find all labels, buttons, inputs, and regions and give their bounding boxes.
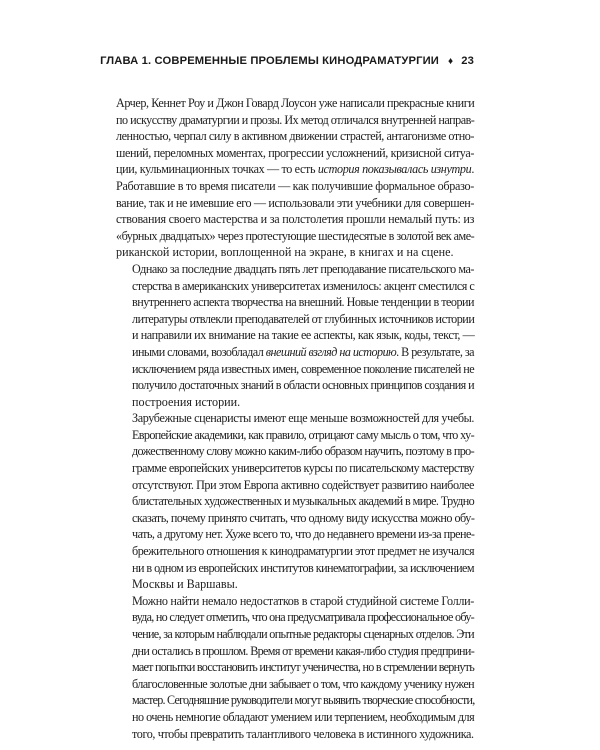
text-run: дни остались в прошлом. Время от времени какая-либо студия предприни- — [132, 643, 475, 658]
paragraph — [116, 95, 474, 261]
text-line — [116, 726, 474, 743]
paragraph — [116, 593, 474, 742]
text-run: ции, кульминационных точках — то есть — [116, 162, 318, 177]
text-run: шений, переломных моментах, прогрессии усложнений, кризисной ситуа- — [116, 145, 474, 160]
text-run: получило достаточных знаний в области основных принципов создания и — [132, 378, 474, 393]
text-line — [116, 294, 474, 311]
text-run: брежительного отношения к кинодраматургии этот предмет не изучался — [132, 544, 475, 559]
text-line — [116, 560, 474, 577]
text-line — [116, 427, 474, 444]
text-line — [116, 692, 474, 709]
text-line — [116, 195, 474, 212]
text-run: . В результате, за — [396, 344, 475, 359]
chapter-title: ГЛАВА 1. СОВРЕМЕННЫЕ ПРОБЛЕМЫ КИНОДРАМАТУРГИИ — [100, 55, 439, 67]
text-line — [116, 576, 474, 593]
text-line — [116, 626, 474, 643]
text-line — [116, 676, 474, 693]
page-number: 23 — [461, 55, 474, 67]
text-line — [116, 460, 474, 477]
text-line — [116, 659, 474, 676]
text-run: но очень немногие обладают умением или терпением, необходимым для — [132, 709, 475, 724]
text-run: чение, за которым наблюдали опытные редакторы сценарных отделов. Эти — [132, 627, 474, 641]
text-line — [116, 278, 474, 295]
text-run: внутреннего аспекта творчества на внешний. Новые тенденции в теории — [132, 295, 474, 310]
text-run: ствования своего мастерства и за полстолетия прошли немалый путь: из — [116, 212, 475, 227]
text-run: вуда, но следует отметить, что она предусматривала профессиональное обу- — [132, 610, 474, 625]
italic-phrase: история показывалась изнутри — [317, 162, 472, 177]
paragraph — [116, 410, 474, 593]
text-run: Арчер, Кеннет Роу и Джон Говард Лоусон уже написали прекрасные книги — [116, 96, 475, 110]
text-line — [116, 361, 474, 378]
text-run: построения истории. — [132, 394, 241, 409]
text-run: ленностью, черпал силу в активном движении страстей, антагонизме отно- — [116, 129, 474, 144]
text-line — [116, 394, 474, 411]
text-line — [116, 261, 474, 278]
text-run: дожественному слову можно каким-либо образом научить, поэтому в про- — [132, 444, 474, 459]
text-run: отсутствуют. При этом Европа активно содействует развитию наиболее — [132, 477, 474, 492]
text-line — [116, 327, 474, 344]
text-run: мастер. Сегодняшние руководители могут выявить творческие способности, — [132, 693, 475, 708]
text-line — [116, 178, 474, 195]
text-run: того, чтобы превратить талантливого человека в истинного художника. — [132, 726, 474, 741]
text-line — [116, 593, 474, 610]
text-run: Москвы и Варшавы. — [132, 577, 238, 592]
text-line — [116, 112, 474, 129]
text-run: риканской истории, воплощенной на экране, в книгах и на сцене. — [116, 245, 454, 260]
text-run: и направили их внимание на такие ее аспекты, как язык, коды, текст, — — [132, 328, 475, 343]
text-line — [116, 244, 474, 261]
text-line — [116, 211, 474, 228]
text-run: чать, а другому нет. Хуже всего то, что до недавнего времени из-за прене- — [132, 527, 475, 542]
text-run: Работавшие в то время писатели — как получившие формальное образо- — [116, 178, 475, 193]
text-line — [116, 609, 474, 626]
text-run: вание, так и не имевшие его — использовали эти учебники для совершен- — [116, 195, 474, 210]
text-run: «бурных двадцатых» через протестующие шестидесятые в золотой век аме- — [116, 228, 475, 243]
text-run: Можно найти немало недостатков в старой студийной системе Голли- — [132, 593, 474, 608]
text-run: ни в одном из европейских институтов кинематографии, за исключением — [132, 560, 474, 575]
text-line — [116, 344, 474, 361]
text-line — [116, 128, 474, 145]
paragraph — [116, 261, 474, 410]
text-line — [116, 510, 474, 527]
text-line — [116, 145, 474, 162]
text-run: литературы отвлекли преподавателей от глубинных источников истории — [132, 311, 475, 326]
text-line — [116, 95, 474, 112]
text-run: исключением ряда известных имен, современное поколение писателей не — [132, 361, 474, 376]
text-line — [116, 643, 474, 660]
separator-diamond: ♦ — [447, 56, 454, 67]
text-run: грамме европейских университетов курсы по писательскому мастерству — [132, 461, 474, 476]
text-line — [116, 543, 474, 560]
italic-phrase: внешний взгляд на историю — [265, 344, 397, 359]
text-line — [116, 311, 474, 328]
text-line — [116, 410, 474, 427]
text-run: Однако за последние двадцать пять лет преподавание писательского ма- — [132, 261, 474, 276]
text-run: . — [471, 162, 475, 177]
text-line — [116, 477, 474, 494]
text-line — [116, 377, 474, 394]
text-line — [116, 228, 474, 245]
text-line — [116, 526, 474, 543]
text-line — [116, 161, 474, 178]
text-run: блистательных художественных и музыкальных академий в мире. Трудно — [132, 494, 475, 509]
text-run: благословенные золотые дни забывает о том, что каждому ученику нужен — [132, 676, 474, 691]
running-header — [100, 55, 474, 67]
text-line — [116, 493, 474, 510]
text-line — [116, 709, 474, 726]
text-run: стерства в американских университетах изменилось: акцент сместился с — [132, 278, 475, 293]
text-run: мает попытки восстановить институт ученичества, но в стремлении вернуть — [132, 660, 474, 675]
text-run: Зарубежные сценаристы имеют еще меньше возможностей для учебы. — [132, 411, 475, 426]
text-run: иными словами, возобладал — [132, 344, 266, 359]
text-line — [116, 443, 474, 460]
body-text — [116, 95, 474, 742]
text-run: по искусству драматургии и прозы. Их метод отличался внутренней направ- — [116, 112, 475, 127]
text-run: Европейские академики, как правило, отрицают саму мысль о том, что ху- — [132, 427, 474, 442]
text-run: сказать, почему принято считать, что одному виду искусства можно обу- — [132, 510, 475, 525]
